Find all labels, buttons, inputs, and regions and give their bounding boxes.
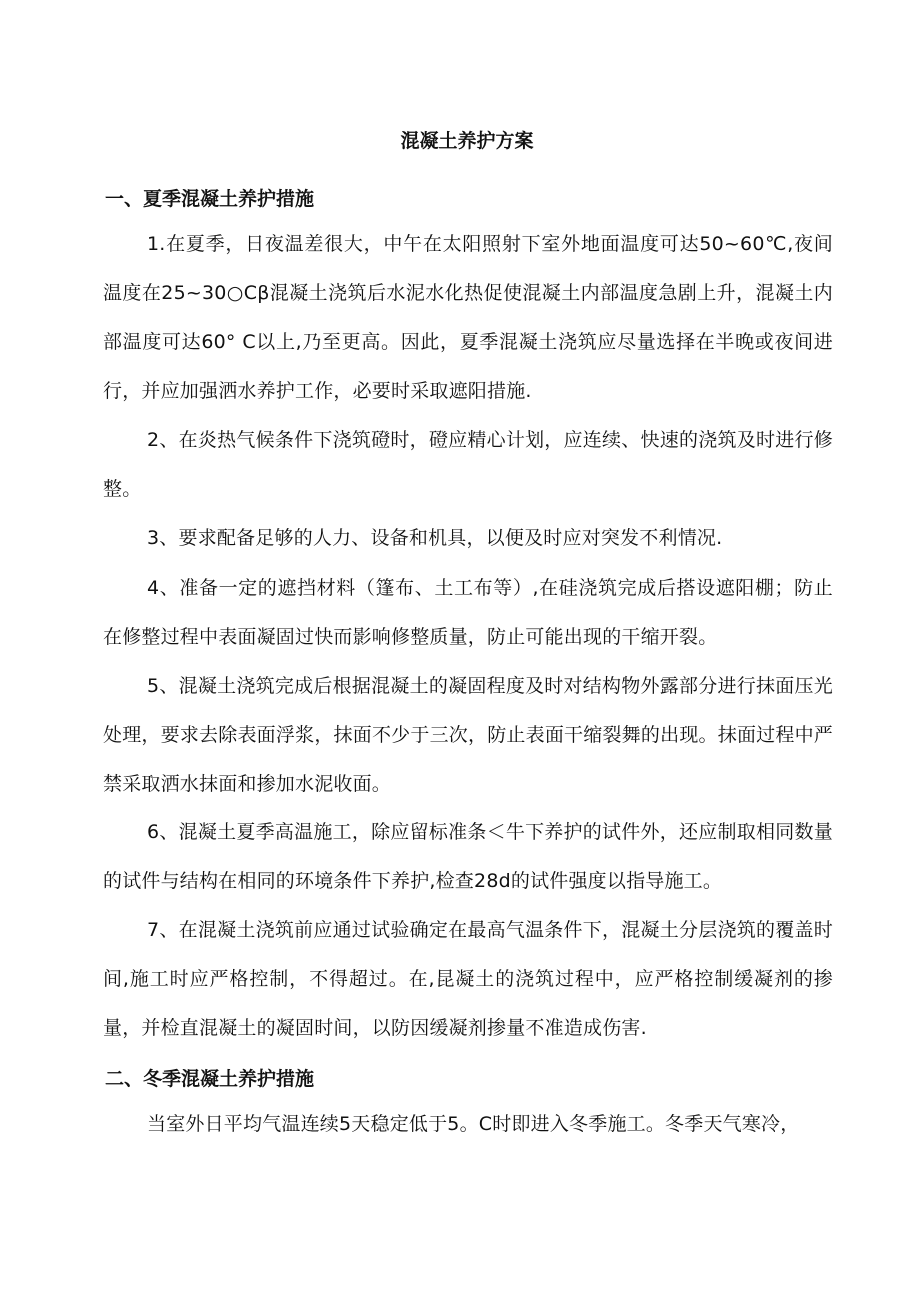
paragraph-summer-7: 7、在混凝土浇筑前应通过试验确定在最高气温条件下，混凝土分层浇筑的覆盖时间,施工时应严格控制，不得超过。在,昆凝土的浇筑过程中，应严格控制缓凝剂的掺量，并检直混凝土的凝固时间，以防因缓凝剂掺量不准造成伤害. xyxy=(103,919,833,1039)
paragraph-summer-4: 4、准备一定的遮挡材料（篷布、土工布等）,在硅浇筑完成后搭设遮阳棚；防止在修整过程中表面凝固过快而影响修整质量，防止可能出现的干缩开裂。 xyxy=(103,577,833,648)
section-heading-summer: 一、夏季混凝土养护措施 xyxy=(105,188,315,210)
paragraph-summer-1: 1.在夏季，日夜温差很大，中午在太阳照射下室外地面温度可达50~60℃,夜间温度在25~30○Cβ混凝土浇筑后水泥水化热促使混凝土内部温度急剧上升，混凝土内部温度可达60° C以上,乃至更高。因此，夏季混凝土浇筑应尽量选择在半晚或夜间进行，并应加强洒水养护工作，必要时采取遮阳措施. xyxy=(103,233,833,402)
paragraph-summer-6: 6、混凝土夏季高温施工，除应留标准条＜牛下养护的试件外，还应制取相同数量的试件与结构在相同的环境条件下养护,检查28d的试件强度以指导施工。 xyxy=(103,821,833,892)
paragraph-summer-5: 5、混凝土浇筑完成后根据混凝土的凝固程度及时对结构物外露部分进行抹面压光处理，要求去除表面浮浆，抹面不少于三次，防止表面干缩裂舞的出现。抹面过程中严禁采取洒水抹面和掺加水泥收面。 xyxy=(103,675,833,795)
section-heading-winter: 二、冬季混凝土养护措施 xyxy=(105,1068,315,1090)
paragraph-summer-2: 2、在炎热气候条件下浇筑磴时，磴应精心计划，应连续、快速的浇筑及时进行修整。 xyxy=(103,429,833,500)
paragraph-winter-1: 当室外日平均气温连续5天稳定低于5。C时即进入冬季施工。冬季天气寒冷， xyxy=(147,1113,800,1135)
paragraph-summer-3: 3、要求配备足够的人力、设备和机具，以便及时应对突发不利情况. xyxy=(147,527,723,549)
document-title: 混凝土养护方案 xyxy=(400,130,534,152)
